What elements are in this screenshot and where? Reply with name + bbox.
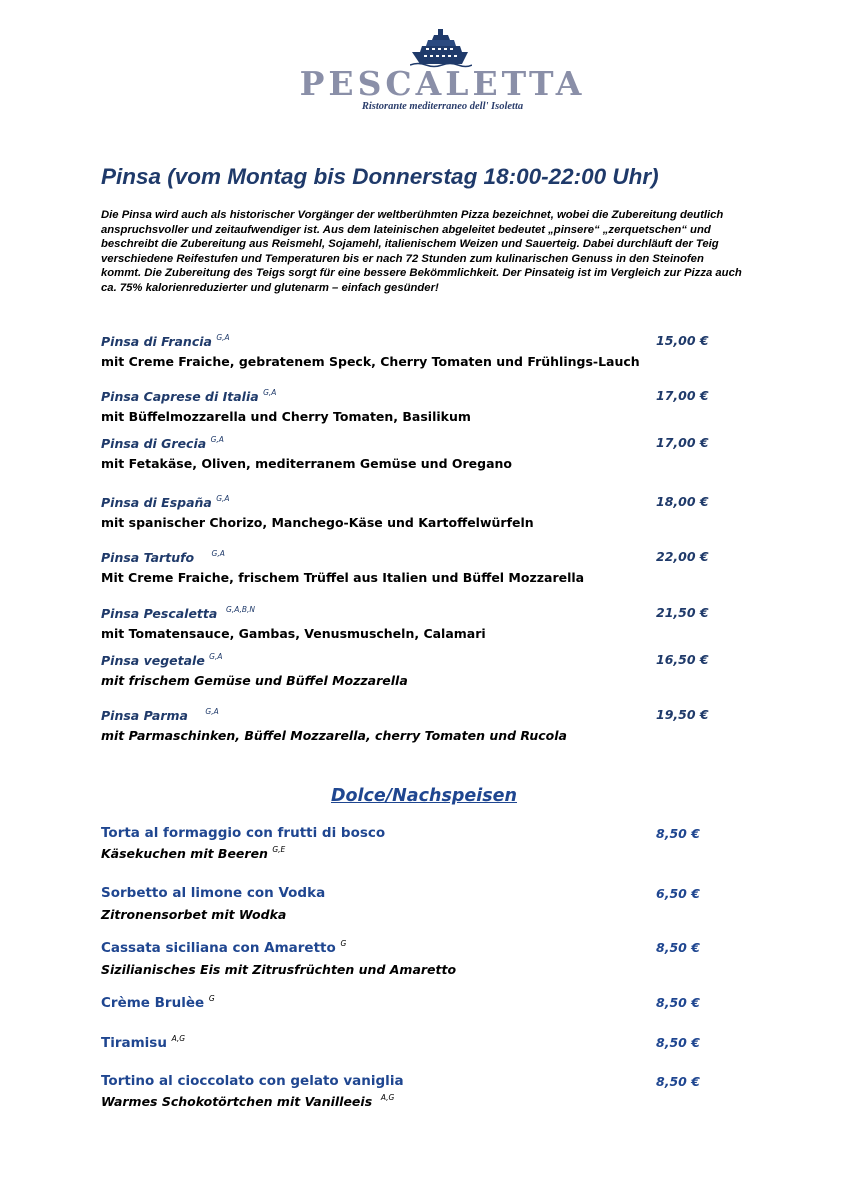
dessert-price: 8,50 € [656,826,700,841]
menu-item [101,435,741,471]
dessert-name [101,939,741,956]
dessert-description-text: Warmes Schokotörtchen mit Vanilleeis [101,1094,373,1109]
page-title [101,164,659,190]
allergen-codes: G,A [211,549,225,558]
item-price: 17,00 € [656,388,709,403]
menu-item [101,333,741,369]
item-name [101,605,741,621]
item-name [101,435,741,451]
allergen-codes: A,G [380,1093,395,1102]
item-price: 21,50 € [656,605,709,620]
dessert-price: 8,50 € [656,1035,700,1050]
dessert-item [101,885,741,922]
item-price: 22,00 € [656,549,709,564]
dessert-name [101,1034,741,1051]
allergen-codes: G,A [205,707,219,716]
allergen-codes: G,A,B,N [226,605,256,614]
dessert-description-text: Käsekuchen mit Beeren [101,846,268,861]
dessert-item [101,1034,741,1051]
item-description: mit Fetakäse, Oliven, mediterranem Gemüse und Oregano [101,456,513,471]
allergen-codes: A,G [171,1034,186,1043]
allergen-codes: G,A [209,652,223,661]
brand-tagline: Ristorante mediterraneo dell' Isoletta [361,101,524,112]
dessert-item [101,994,741,1011]
dessert-name: Torta al formaggio con frutti di bosco [101,825,386,841]
item-name-text: Pinsa vegetale [101,653,205,668]
item-price: 17,00 € [656,435,709,450]
dessert-item [101,825,741,861]
dessert-name: Tortino al cioccolato con gelato vaniglia [101,1073,404,1089]
dessert-description [101,1093,741,1109]
menu-item [101,652,741,688]
allergen-codes: G,A [210,435,224,444]
dessert-name: Sorbetto al limone con Vodka [101,885,326,901]
dessert-name-text: Tiramisu [101,1035,167,1051]
pinsa-title: Pinsa [101,164,162,189]
item-price: 15,00 € [656,333,709,348]
dessert-item [101,939,741,977]
item-name-text: Pinsa Tartufo [101,550,195,565]
item-name-text: Pinsa di Francia [101,334,212,349]
item-name [101,388,741,404]
dessert-description [101,845,741,861]
dessert-price: 8,50 € [656,995,700,1010]
menu-item [101,388,741,424]
item-description: mit Tomatensauce, Gambas, Venusmuscheln, Calamari [101,626,486,641]
pinsa-subtitle: (vom Montag bis Donnerstag 18:00-22:00 Uhr) [167,164,659,189]
item-name-text: Pinsa di España [101,495,212,510]
dessert-name-text: Crème Brulèe [101,995,205,1011]
menu-item [101,549,741,585]
item-name-text: Pinsa Caprese di Italia [101,389,259,404]
item-description: mit spanischer Chorizo, Manchego-Käse und Kartoffelwürfeln [101,515,534,530]
item-description: mit Creme Fraiche, gebratenem Speck, Cherry Tomaten und Frühlings-Lauch [101,354,640,369]
allergen-codes: G [208,994,215,1003]
allergen-codes: G,A [263,388,277,397]
item-name-text: Pinsa Pescaletta [101,606,218,621]
dessert-price: 8,50 € [656,1074,700,1089]
dessert-description: Sizilianisches Eis mit Zitrusfrüchten und Amaretto [101,962,457,977]
dessert-name [101,994,741,1011]
item-name [101,652,741,668]
item-name [101,707,741,723]
item-name-text: Pinsa Parma [101,708,188,723]
dolce-title: Dolce/Nachspeisen [330,786,518,806]
dessert-item [101,1073,741,1109]
logo [0,28,848,118]
ship-icon [410,28,472,68]
item-name-text: Pinsa di Grecia [101,436,207,451]
allergen-codes: G,A [216,333,230,342]
allergen-codes: G [340,939,347,948]
menu-item [101,494,741,530]
dessert-price: 8,50 € [656,940,700,955]
item-price: 16,50 € [656,652,709,667]
item-price: 19,50 € [656,707,709,722]
pinsa-intro: Die Pinsa wird auch als historischer Vorgänger der weltberühmten Pizza bezeichnet, wobei die Zubereitung deutlich anspruchsvoller und zeitaufwendiger ist. Aus dem lateinischen abgeleitet bedeutet „pinsere“ „zerquetschen“ und beschreibt die Zubereitung aus Reismehl, Sojamehl, italienischem Weizen und Sauerteig. Dabei durchläuft der Teig verschiedene Reifestufen und Temperaturen bis er nach 72 Stunden zum kulinarischen Genuss in den Steinofen kommt. Die Zubereitung des Teigs sorgt für eine bessere Bekömmlichkeit. Der Pinsateig ist im Vergleich zur Pizza auch ca. 75% kalorienreduzierter und glutenarm – einfach gesünder! [101,209,742,294]
item-description: mit Büffelmozzarella und Cherry Tomaten, Basilikum [101,409,471,424]
allergen-codes: G,A [216,494,230,503]
dessert-description: Zitronensorbet mit Wodka [101,907,287,922]
menu-item [101,707,741,743]
item-description: mit Parmaschinken, Büffel Mozzarella, cherry Tomaten und Rucola [101,728,567,743]
menu-item [101,605,741,641]
allergen-codes: G,E [272,845,286,854]
dessert-price: 6,50 € [656,886,700,901]
item-price: 18,00 € [656,494,709,509]
item-name [101,494,741,510]
item-name [101,549,741,565]
item-description: mit frischem Gemüse und Büffel Mozzarella [101,673,408,688]
dessert-name-text: Cassata siciliana con Amaretto [101,940,336,956]
item-description: Mit Creme Fraiche, frischem Trüffel aus Italien und Büffel Mozzarella [101,570,585,585]
item-name [101,333,741,349]
brand-name: PESCALETTA [299,64,586,103]
